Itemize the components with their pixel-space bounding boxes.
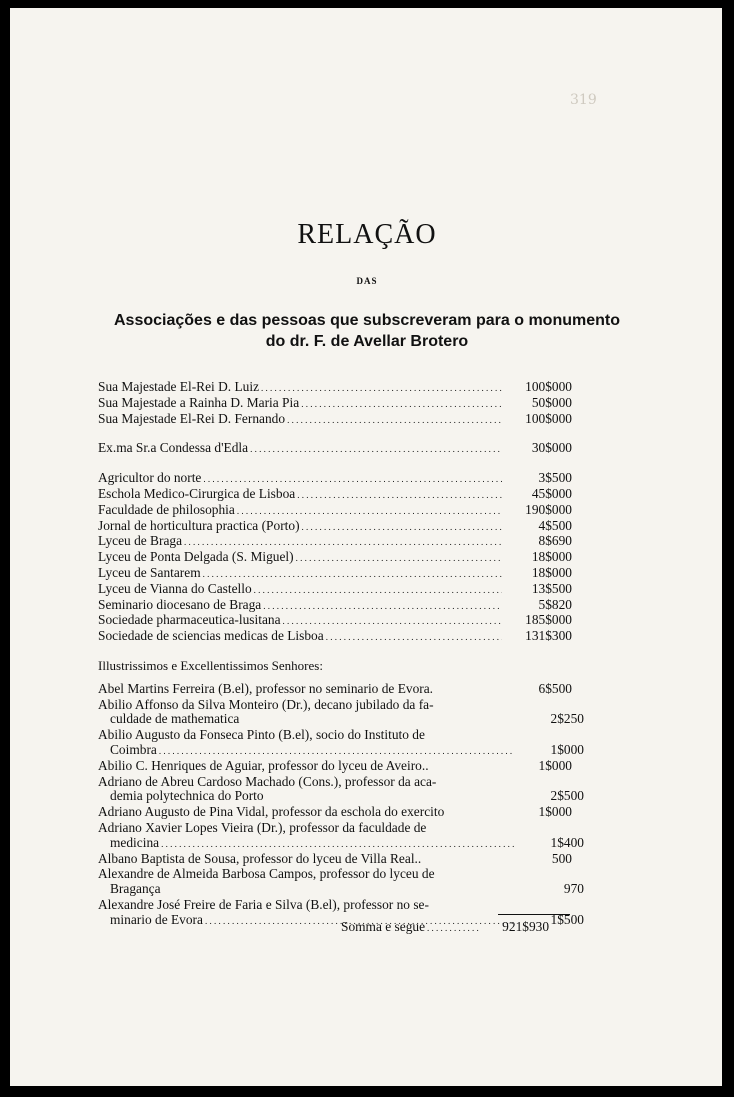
- entry-amount: 100$000: [525, 410, 572, 426]
- list-item: [98, 743, 584, 759]
- list-item: [98, 882, 584, 898]
- entry-name: Adriano Xavier Lopes Vieira (Dr.), professor da faculdade de: [98, 819, 427, 835]
- list-item: [98, 503, 572, 519]
- entry-amount: 131$300: [525, 628, 572, 644]
- entry-name: Adriano Augusto de Pina Vidal, professor da eschola do exercito: [98, 804, 445, 820]
- list-item: [98, 519, 572, 535]
- title-das: DAS: [356, 276, 378, 286]
- entry-amount: 1$000: [550, 741, 584, 757]
- list-item: [98, 487, 572, 503]
- entry-continuation: culdade de mathematica: [110, 711, 240, 727]
- entry-continuation: minario de Evora: [110, 911, 203, 927]
- entry-name: Albano Baptista de Sousa, professor do lyceu de Villa Real..: [98, 850, 422, 866]
- entry-amount: 1$400: [550, 834, 584, 850]
- list-item: [98, 582, 572, 598]
- entry-amount: 6$500: [538, 680, 572, 696]
- entry-amount: 970: [563, 881, 584, 897]
- list-item: [98, 629, 572, 645]
- entry-name: Jornal de horticultura practica (Porto): [98, 517, 300, 533]
- associations-section: [98, 471, 572, 645]
- list-item: [98, 471, 572, 487]
- entry-name: Alexandre José Freire de Faria e Silva (B.el), professor no se-: [98, 896, 429, 912]
- entry-name: Alexandre de Almeida Barbosa Campos, professor do lyceu de: [98, 866, 435, 882]
- entry-name: Sociedade pharmaceutica-lusitana: [98, 612, 281, 628]
- list-item: [98, 759, 572, 775]
- entry-amount: 18$000: [531, 564, 572, 580]
- entry-name: Sua Majestade a Rainha D. Maria Pia: [98, 394, 300, 410]
- entry-amount: 185$000: [525, 612, 572, 628]
- entry-amount: 3$500: [538, 470, 572, 486]
- entry-name: Faculdade de philosophia: [98, 501, 235, 517]
- list-item: [98, 412, 572, 428]
- list-item: [98, 396, 572, 412]
- entry-continuation: Bragança: [110, 881, 161, 897]
- entry-amount: 18$000: [531, 549, 572, 565]
- entry-amount: 5$820: [538, 596, 572, 612]
- entry-name: Sociedade de sciencias medicas de Lisboa: [98, 628, 324, 644]
- entry-amount: 1$500: [550, 911, 584, 927]
- entry-amount: 4$500: [538, 517, 572, 533]
- list-item: [98, 852, 572, 868]
- running-total: [98, 919, 572, 935]
- entry-amount: 45$000: [531, 485, 572, 501]
- list-item: [98, 805, 572, 821]
- list-item: [98, 682, 572, 698]
- entry-continuation: Coimbra: [110, 741, 157, 757]
- entry-amount: 2$500: [550, 788, 584, 804]
- entry-continuation: medicina: [110, 834, 160, 850]
- entry-amount: 8$690: [538, 533, 572, 549]
- entry-amount: 1$000: [538, 757, 572, 773]
- entry-name: Ex.ma Sr.a Condessa d'Edla: [98, 440, 249, 456]
- list-item: [98, 550, 572, 566]
- royal-section: [98, 380, 572, 427]
- entry-amount: 50$000: [531, 394, 572, 410]
- page-number: 319: [570, 92, 597, 108]
- list-item: [98, 380, 572, 396]
- persons-header: Illustrissimos e Excellentissimos Senhores:: [98, 657, 323, 673]
- persons-section: [98, 680, 584, 929]
- entry-continuation: demia polytechnica do Porto: [110, 788, 264, 804]
- entry-amount: 30$000: [531, 440, 572, 456]
- entry-name: Lyceu de Santarem: [98, 564, 201, 580]
- list-item: [98, 441, 572, 457]
- total-label: Somma e segue: [341, 919, 426, 934]
- entry-name: Sua Majestade El-Rei D. Luiz: [98, 379, 260, 394]
- entry-name: Lyceu de Ponta Delgada (S. Miguel): [98, 549, 294, 565]
- entry-name: Sua Majestade El-Rei D. Fernando: [98, 410, 286, 426]
- list-item: [98, 836, 584, 852]
- list-item: [98, 613, 572, 629]
- entry-name: Seminario diocesano de Braga: [98, 596, 262, 612]
- entry-amount: 1$000: [538, 804, 572, 820]
- entry-name: Eschola Medico-Cirurgica de Lisboa: [98, 485, 296, 501]
- total-row: [98, 919, 572, 935]
- entry-amount: 2$250: [550, 711, 584, 727]
- total-rule: [498, 914, 570, 915]
- entry-amount: 500: [551, 850, 572, 866]
- list-item: [98, 712, 584, 728]
- entry-amount: 100$000: [525, 379, 572, 394]
- entry-amount: 13$500: [531, 580, 572, 596]
- entry-name: Abilio C. Henriques de Aguiar, professor do lyceu de Aveiro..: [98, 757, 429, 773]
- entry-name: Lyceu de Braga: [98, 533, 183, 549]
- page-title: RELAÇÃO: [297, 219, 437, 250]
- entry-name: Abilio Affonso da Silva Monteiro (Dr.), decano jubilado da fa-: [98, 696, 434, 712]
- subtitle-line-1: Associações e das pessoas que subscreveram para o monumento: [114, 312, 620, 329]
- list-item: [98, 598, 572, 614]
- list-item: [98, 566, 572, 582]
- total-amount: 921$930: [502, 919, 550, 934]
- entry-name: Abel Martins Ferreira (B.el), professor no seminario de Evora.: [98, 680, 434, 696]
- entry-name: Agricultor do norte: [98, 470, 202, 486]
- list-item: [98, 789, 584, 805]
- entry-name: Abilio Augusto da Fonseca Pinto (B.el), socio do Instituto de: [98, 727, 425, 743]
- subtitle-line-2: do dr. F. de Avellar Brotero: [265, 333, 469, 350]
- entry-name: Adriano de Abreu Cardoso Machado (Cons.), professor da aca-: [98, 773, 437, 789]
- subscription-list: [98, 379, 584, 929]
- list-item: [98, 534, 572, 550]
- entry-name: Lyceu de Vianna do Castello: [98, 580, 252, 596]
- entry-amount: 190$000: [525, 501, 572, 517]
